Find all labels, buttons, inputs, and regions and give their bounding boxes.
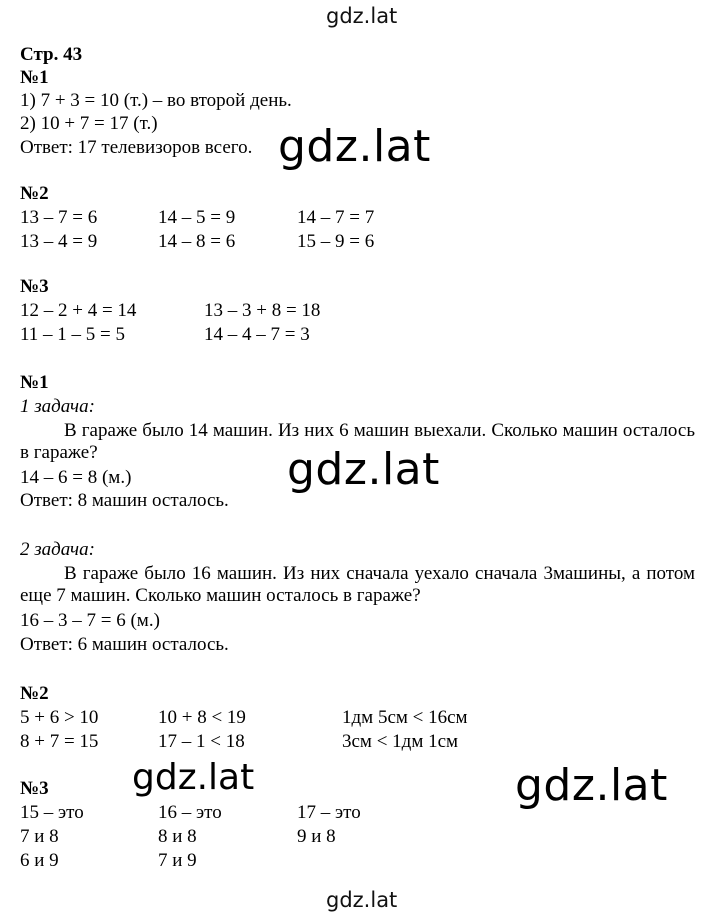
section-5-cell: 1дм 5см < 16см	[342, 707, 468, 728]
section-6-cell: 7 и 8	[20, 826, 59, 847]
task-2-label: 2 задача:	[20, 539, 95, 560]
section-5-cell: 5 + 6 > 10	[20, 707, 99, 728]
section-6-cell: 9 и 8	[297, 826, 336, 847]
section-3-cell: 12 – 2 + 4 = 14	[20, 300, 137, 321]
section-5-cell: 8 + 7 = 15	[20, 731, 99, 752]
section-5-cell: 17 – 1 < 18	[158, 731, 245, 752]
task-1-solution: 14 – 6 = 8 (м.)	[20, 467, 132, 488]
section-1-line-2: 2) 10 + 7 = 17 (т.)	[20, 113, 158, 134]
section-3-cell: 14 – 4 – 7 = 3	[204, 324, 310, 345]
watermark-mid-1: gdz.lat	[278, 121, 431, 172]
section-3-title: №3	[20, 276, 49, 297]
section-6-cell: 8 и 8	[158, 826, 197, 847]
task-1-answer: Ответ: 8 машин осталось.	[20, 490, 229, 511]
section-5-cell: 10 + 8 < 19	[158, 707, 246, 728]
section-2-cell: 14 – 7 = 7	[297, 207, 375, 228]
section-6-cell: 6 и 9	[20, 850, 59, 871]
section-3-cell: 11 – 1 – 5 = 5	[20, 324, 126, 345]
section-6-cell: 15 – это	[20, 802, 84, 823]
section-2-cell: 14 – 5 = 9	[158, 207, 236, 228]
section-3-cell: 13 – 3 + 8 = 18	[204, 300, 321, 321]
task-2-answer: Ответ: 6 машин осталось.	[20, 634, 229, 655]
task-2-solution: 16 – 3 – 7 = 6 (м.)	[20, 610, 160, 631]
section-6-cell: 16 – это	[158, 802, 222, 823]
section-2-title: №2	[20, 183, 49, 204]
section-1-line-3: Ответ: 17 телевизоров всего.	[20, 137, 253, 158]
watermark-low-left: gdz.lat	[132, 757, 255, 798]
section-2-cell: 13 – 7 = 6	[20, 207, 98, 228]
section-6-cell: 7 и 9	[158, 850, 197, 871]
section-4-title: №1	[20, 372, 49, 393]
section-6-cell: 17 – это	[297, 802, 361, 823]
task-2-text: В гараже было 16 машин. Из них сначала уехало сначала 3машины, а потом еще 7 машин. Сколько машин осталось в гараже?	[20, 563, 695, 606]
section-5-title: №2	[20, 683, 49, 704]
task-1-text: В гараже было 14 машин. Из них 6 машин выехали. Сколько машин осталось в гараже?	[20, 420, 695, 463]
watermark-bottom: gdz.lat	[326, 888, 398, 912]
watermark-low-right: gdz.lat	[515, 760, 668, 811]
section-6-title: №3	[20, 778, 49, 799]
section-1-line-1: 1) 7 + 3 = 10 (т.) – во второй день.	[20, 90, 292, 111]
page-header: Стр. 43	[20, 44, 83, 65]
section-5-cell: 3см < 1дм 1см	[342, 731, 459, 752]
watermark-mid-2: gdz.lat	[287, 444, 440, 495]
section-2-cell: 14 – 8 = 6	[158, 231, 236, 252]
section-2-cell: 13 – 4 = 9	[20, 231, 98, 252]
section-2-cell: 15 – 9 = 6	[297, 231, 375, 252]
section-1-title: №1	[20, 67, 49, 88]
watermark-top: gdz.lat	[326, 4, 398, 28]
task-1-label: 1 задача:	[20, 396, 95, 417]
